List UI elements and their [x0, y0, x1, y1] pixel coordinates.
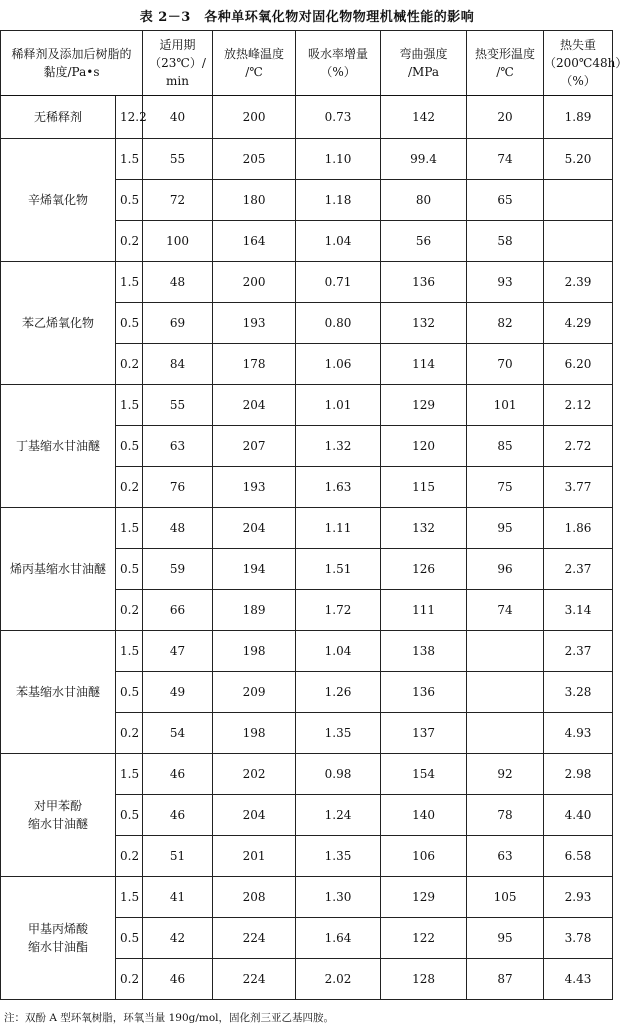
- header-pot-life: [143, 31, 213, 96]
- pot-life-cell: 54: [143, 713, 213, 754]
- hdt-cell: 65: [467, 180, 544, 221]
- weight-loss-cell: 2.12: [544, 385, 613, 426]
- hdt-cell: 75: [467, 467, 544, 508]
- exotherm-cell: 200: [213, 262, 296, 303]
- hdt-cell: [467, 631, 544, 672]
- pot-life-cell: 49: [143, 672, 213, 713]
- weight-loss-cell: 3.14: [544, 590, 613, 631]
- header-diluent-line2: 黏度/Pa•s: [43, 65, 100, 79]
- pot-life-cell: 48: [143, 262, 213, 303]
- diluent-name: [1, 508, 116, 631]
- diluent-name-line: 甲基丙烯酸: [27, 922, 88, 936]
- header-diluent-line1: 稀释剂及添加后树脂的: [11, 47, 132, 61]
- exotherm-cell: 224: [213, 959, 296, 1000]
- viscosity-cell: 0.2: [116, 344, 143, 385]
- viscosity-cell: 0.2: [116, 590, 143, 631]
- flex-cell: 129: [381, 877, 467, 918]
- header-exotherm-line2: /℃: [245, 65, 263, 79]
- header-hdt: [467, 31, 544, 96]
- flex-cell: 128: [381, 959, 467, 1000]
- flex-cell: 137: [381, 713, 467, 754]
- water-cell: 1.32: [296, 426, 381, 467]
- diluent-name: [1, 631, 116, 754]
- viscosity-cell: 0.5: [116, 672, 143, 713]
- viscosity-cell: 0.5: [116, 549, 143, 590]
- hdt-cell: 82: [467, 303, 544, 344]
- exotherm-cell: 193: [213, 303, 296, 344]
- water-cell: 0.98: [296, 754, 381, 795]
- pot-life-cell: 76: [143, 467, 213, 508]
- exotherm-cell: 208: [213, 877, 296, 918]
- pot-life-cell: 41: [143, 877, 213, 918]
- weight-loss-cell: 2.93: [544, 877, 613, 918]
- pot-life-cell: 42: [143, 918, 213, 959]
- table-row: [1, 139, 613, 180]
- diluent-name-line: 苯乙烯氧化物: [21, 316, 94, 330]
- hdt-cell: 63: [467, 836, 544, 877]
- flex-cell: 154: [381, 754, 467, 795]
- water-cell: 1.35: [296, 836, 381, 877]
- header-exotherm: [213, 31, 296, 96]
- weight-loss-cell: 1.89: [544, 96, 613, 139]
- header-exotherm-line1: 放热峰温度: [224, 47, 285, 61]
- weight-loss-cell: 4.40: [544, 795, 613, 836]
- header-water: [296, 31, 381, 96]
- water-cell: 1.51: [296, 549, 381, 590]
- hdt-cell: 95: [467, 918, 544, 959]
- water-cell: 0.73: [296, 96, 381, 139]
- weight-loss-cell: 4.43: [544, 959, 613, 1000]
- viscosity-cell: 0.5: [116, 918, 143, 959]
- header-weight-loss-line1: 热失重: [560, 38, 597, 52]
- flex-cell: 106: [381, 836, 467, 877]
- viscosity-cell: 0.2: [116, 467, 143, 508]
- diluent-name-line: 无稀释剂: [33, 110, 82, 124]
- hdt-cell: 85: [467, 426, 544, 467]
- flex-cell: 136: [381, 672, 467, 713]
- pot-life-cell: 72: [143, 180, 213, 221]
- pot-life-cell: 55: [143, 385, 213, 426]
- diluent-name: [1, 139, 116, 262]
- viscosity-cell: 1.5: [116, 139, 143, 180]
- flex-cell: 111: [381, 590, 467, 631]
- exotherm-cell: 207: [213, 426, 296, 467]
- hdt-cell: 105: [467, 877, 544, 918]
- header-water-line2: （%）: [320, 65, 356, 79]
- table-row: [1, 96, 613, 139]
- header-pot-life-line1: 适用期: [159, 38, 196, 52]
- data-table: [0, 30, 627, 1000]
- header-flex-line1: 弯曲强度: [399, 47, 448, 61]
- flex-cell: 56: [381, 221, 467, 262]
- weight-loss-cell: 5.20: [544, 139, 613, 180]
- pot-life-cell: 55: [143, 139, 213, 180]
- flex-cell: 140: [381, 795, 467, 836]
- hdt-cell: 92: [467, 754, 544, 795]
- table-body: [1, 96, 613, 1000]
- exotherm-cell: 204: [213, 795, 296, 836]
- weight-loss-cell: 2.98: [544, 754, 613, 795]
- viscosity-cell: 0.2: [116, 713, 143, 754]
- table-title: 表 2－3 各种单环氧化物对固化物物理机械性能的影响: [139, 10, 475, 25]
- pot-life-cell: 59: [143, 549, 213, 590]
- exotherm-cell: 224: [213, 918, 296, 959]
- viscosity-cell: 0.2: [116, 221, 143, 262]
- table-row: [1, 877, 613, 918]
- flex-cell: 132: [381, 303, 467, 344]
- header-weight-loss-line2: （200℃48h）: [544, 56, 627, 70]
- viscosity-cell: 1.5: [116, 754, 143, 795]
- pot-life-cell: 66: [143, 590, 213, 631]
- water-cell: 1.30: [296, 877, 381, 918]
- table-row: [1, 754, 613, 795]
- table-row: [1, 262, 613, 303]
- diluent-name-line: 苯基缩水甘油醚: [15, 685, 100, 699]
- water-cell: 1.63: [296, 467, 381, 508]
- diluent-name-line: 缩水甘油酯: [27, 940, 88, 954]
- viscosity-cell: 1.5: [116, 877, 143, 918]
- hdt-cell: 87: [467, 959, 544, 1000]
- hdt-cell: 101: [467, 385, 544, 426]
- exotherm-cell: 178: [213, 344, 296, 385]
- header-pot-life-line2: （23℃）/: [149, 56, 206, 70]
- hdt-cell: 20: [467, 96, 544, 139]
- header-flex: [381, 31, 467, 96]
- water-cell: 0.80: [296, 303, 381, 344]
- hdt-cell: 70: [467, 344, 544, 385]
- weight-loss-cell: 3.28: [544, 672, 613, 713]
- pot-life-cell: 63: [143, 426, 213, 467]
- pot-life-cell: 48: [143, 508, 213, 549]
- flex-cell: 115: [381, 467, 467, 508]
- water-cell: 1.26: [296, 672, 381, 713]
- exotherm-cell: 180: [213, 180, 296, 221]
- hdt-cell: [467, 713, 544, 754]
- exotherm-cell: 189: [213, 590, 296, 631]
- water-cell: 1.04: [296, 631, 381, 672]
- viscosity-cell: 1.5: [116, 262, 143, 303]
- pot-life-cell: 84: [143, 344, 213, 385]
- pot-life-cell: 47: [143, 631, 213, 672]
- exotherm-cell: 201: [213, 836, 296, 877]
- header-row: [1, 31, 613, 96]
- viscosity-cell: 1.5: [116, 508, 143, 549]
- exotherm-cell: 193: [213, 467, 296, 508]
- header-water-line1: 吸水率增量: [308, 47, 369, 61]
- flex-cell: 142: [381, 96, 467, 139]
- water-cell: 1.64: [296, 918, 381, 959]
- flex-cell: 114: [381, 344, 467, 385]
- flex-cell: 126: [381, 549, 467, 590]
- table-row: [1, 385, 613, 426]
- exotherm-cell: 209: [213, 672, 296, 713]
- viscosity-cell: 0.2: [116, 959, 143, 1000]
- pot-life-cell: 51: [143, 836, 213, 877]
- flex-cell: 122: [381, 918, 467, 959]
- weight-loss-cell: [544, 221, 613, 262]
- viscosity-cell: 0.5: [116, 426, 143, 467]
- pot-life-cell: 40: [143, 96, 213, 139]
- weight-loss-cell: 6.20: [544, 344, 613, 385]
- flex-cell: 80: [381, 180, 467, 221]
- hdt-cell: [467, 672, 544, 713]
- header-flex-line2: /MPa: [408, 65, 440, 79]
- diluent-name-line: 烯丙基缩水甘油醚: [9, 562, 106, 576]
- exotherm-cell: 194: [213, 549, 296, 590]
- hdt-cell: 93: [467, 262, 544, 303]
- water-cell: 1.35: [296, 713, 381, 754]
- diluent-name: [1, 385, 116, 508]
- diluent-name: [1, 96, 116, 139]
- flex-cell: 136: [381, 262, 467, 303]
- hdt-cell: 58: [467, 221, 544, 262]
- diluent-name-line: 丁基缩水甘油醚: [15, 439, 100, 453]
- header-weight-loss-line3: （%）: [560, 74, 596, 88]
- hdt-cell: 74: [467, 590, 544, 631]
- weight-loss-cell: 1.86: [544, 508, 613, 549]
- water-cell: 1.04: [296, 221, 381, 262]
- weight-loss-cell: 4.29: [544, 303, 613, 344]
- viscosity-cell: 0.5: [116, 795, 143, 836]
- weight-loss-cell: 3.78: [544, 918, 613, 959]
- flex-cell: 120: [381, 426, 467, 467]
- viscosity-cell: 0.5: [116, 180, 143, 221]
- header-weight-loss: [544, 31, 627, 96]
- diluent-name: [1, 754, 116, 877]
- weight-loss-cell: 6.58: [544, 836, 613, 877]
- hdt-cell: 96: [467, 549, 544, 590]
- hdt-cell: 78: [467, 795, 544, 836]
- water-cell: 0.71: [296, 262, 381, 303]
- pot-life-cell: 100: [143, 221, 213, 262]
- pot-life-cell: 46: [143, 754, 213, 795]
- header-pot-life-line3: min: [166, 74, 189, 88]
- diluent-name-line: 缩水甘油醚: [27, 817, 88, 831]
- weight-loss-cell: 2.37: [544, 631, 613, 672]
- hdt-cell: 74: [467, 139, 544, 180]
- viscosity-cell: 12.2: [116, 96, 143, 139]
- viscosity-cell: 0.2: [116, 836, 143, 877]
- weight-loss-cell: 4.93: [544, 713, 613, 754]
- water-cell: 1.01: [296, 385, 381, 426]
- header-hdt-line2: /℃: [496, 65, 514, 79]
- viscosity-cell: 1.5: [116, 385, 143, 426]
- pot-life-cell: 46: [143, 959, 213, 1000]
- hdt-cell: 95: [467, 508, 544, 549]
- water-cell: 1.10: [296, 139, 381, 180]
- water-cell: 1.24: [296, 795, 381, 836]
- diluent-name-line: 辛烯氧化物: [27, 193, 88, 207]
- flex-cell: 99.4: [381, 139, 467, 180]
- water-cell: 1.06: [296, 344, 381, 385]
- exotherm-cell: 204: [213, 508, 296, 549]
- table-row: [1, 508, 613, 549]
- weight-loss-cell: 2.72: [544, 426, 613, 467]
- water-cell: 1.18: [296, 180, 381, 221]
- header-diluent: [1, 31, 143, 96]
- table-row: [1, 631, 613, 672]
- table-note: 注：双酚 A 型环氧树脂，环氧当量 190g/mol，固化剂三亚乙基四胺。: [4, 1012, 335, 1024]
- flex-cell: 132: [381, 508, 467, 549]
- exotherm-cell: 198: [213, 631, 296, 672]
- exotherm-cell: 200: [213, 96, 296, 139]
- header-hdt-line1: 热变形温度: [475, 47, 536, 61]
- viscosity-cell: 1.5: [116, 631, 143, 672]
- diluent-name: [1, 877, 116, 1000]
- exotherm-cell: 198: [213, 713, 296, 754]
- weight-loss-cell: [544, 180, 613, 221]
- diluent-name: [1, 262, 116, 385]
- weight-loss-cell: 2.39: [544, 262, 613, 303]
- exotherm-cell: 205: [213, 139, 296, 180]
- water-cell: 1.72: [296, 590, 381, 631]
- exotherm-cell: 202: [213, 754, 296, 795]
- flex-cell: 138: [381, 631, 467, 672]
- weight-loss-cell: 2.37: [544, 549, 613, 590]
- flex-cell: 129: [381, 385, 467, 426]
- diluent-name-line: 对甲苯酚: [33, 799, 82, 813]
- viscosity-cell: 0.5: [116, 303, 143, 344]
- exotherm-cell: 164: [213, 221, 296, 262]
- pot-life-cell: 69: [143, 303, 213, 344]
- water-cell: 2.02: [296, 959, 381, 1000]
- exotherm-cell: 204: [213, 385, 296, 426]
- water-cell: 1.11: [296, 508, 381, 549]
- weight-loss-cell: 3.77: [544, 467, 613, 508]
- pot-life-cell: 46: [143, 795, 213, 836]
